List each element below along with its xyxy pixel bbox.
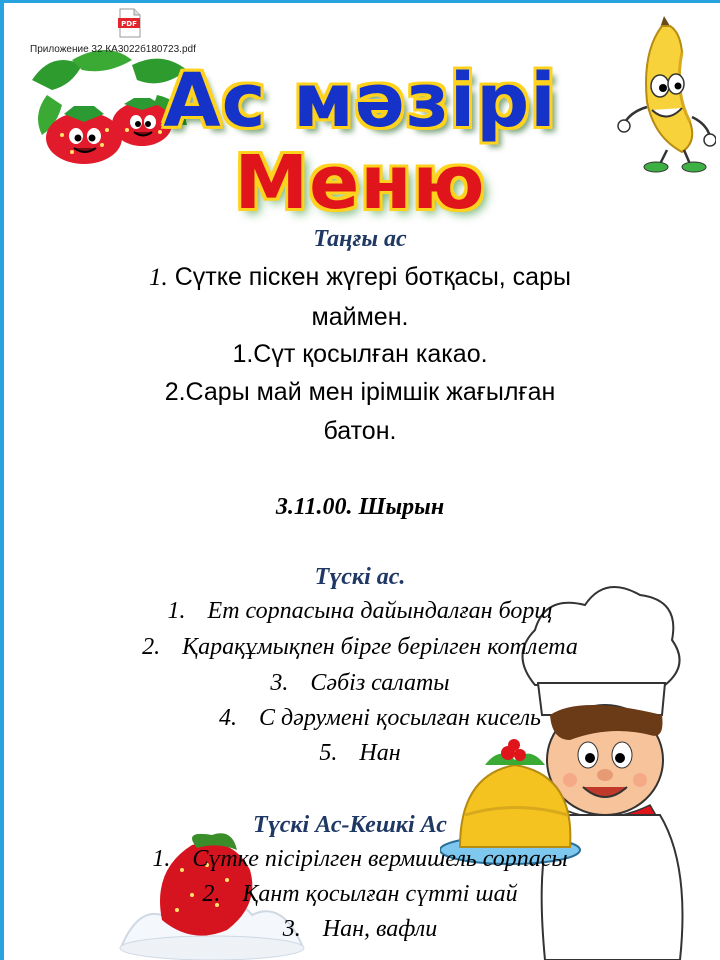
afternoon-item-2 (0, 881, 720, 908)
breakfast-item-2: 1.Сүт қосылған какао. (232, 340, 488, 368)
afternoon-item-1-number: 1. (152, 846, 171, 872)
lunch-item-5-number: 5. (319, 740, 338, 766)
page-border-top (0, 0, 720, 3)
attachment[interactable] (30, 6, 250, 56)
lunch-item-3-text: Сәбіз салаты (310, 670, 450, 696)
lunch-item-2 (0, 634, 720, 661)
lunch-item-3-number: 3. (270, 670, 289, 696)
lunch-item-1-number: 1. (167, 598, 186, 624)
pdf-icon-label: PDF (121, 20, 137, 28)
menu-title-kazakh: Ас мәзірі (163, 58, 557, 144)
afternoon-item-3-number: 3. (282, 916, 301, 942)
menu-title-russian: Меню (234, 140, 486, 226)
lunch-item-3 (0, 670, 720, 697)
lunch-item-5-text: Нан (359, 740, 401, 766)
breakfast-item-1-number: 1. (149, 264, 168, 291)
afternoon-item-3-text: Нан, вафли (322, 916, 438, 942)
lunch-heading: Түскі ас. (314, 564, 406, 590)
breakfast-item-3-cont: батон. (323, 417, 397, 445)
snack-line: 3.11.00. Шырын (275, 494, 445, 520)
afternoon-item-3 (0, 916, 720, 943)
breakfast-item-3: 2.Сары май мен ірімшік жағылған (164, 378, 556, 406)
afternoon-item-2-number: 2. (202, 881, 221, 907)
lunch-item-5 (30, 740, 690, 767)
lunch-item-1-text: Ет сорпасына дайындалған борщ (207, 598, 553, 624)
afternoon-heading: Түскі Ас-Кешкі Ас (253, 812, 447, 838)
breakfast-heading: Таңғы ас (313, 226, 407, 252)
lunch-item-2-text: Қарақұмықпен бірге берілген котлета (182, 634, 578, 660)
pdf-file-icon (118, 8, 142, 38)
breakfast-item-1-text: Сүтке піскен жүгері ботқасы, сары (174, 263, 571, 291)
lunch-item-4-text: С дәрумені қосылған кисель (259, 705, 541, 731)
afternoon-item-2-text: Қант қосылған сүтті шай (242, 881, 518, 907)
breakfast-item-1 (0, 263, 720, 292)
afternoon-item-1-text: Сүтке пісірілген вермишель сорпасы (192, 846, 568, 872)
attachment-filename: Приложение 32 КА3022б180723.pdf (30, 44, 196, 55)
lunch-item-4-number: 4. (219, 705, 238, 731)
lunch-item-1 (0, 598, 720, 625)
lunch-item-4 (20, 705, 720, 732)
lunch-item-2-number: 2. (142, 634, 161, 660)
afternoon-item-1 (0, 846, 720, 873)
breakfast-item-1-cont: маймен. (311, 303, 409, 331)
